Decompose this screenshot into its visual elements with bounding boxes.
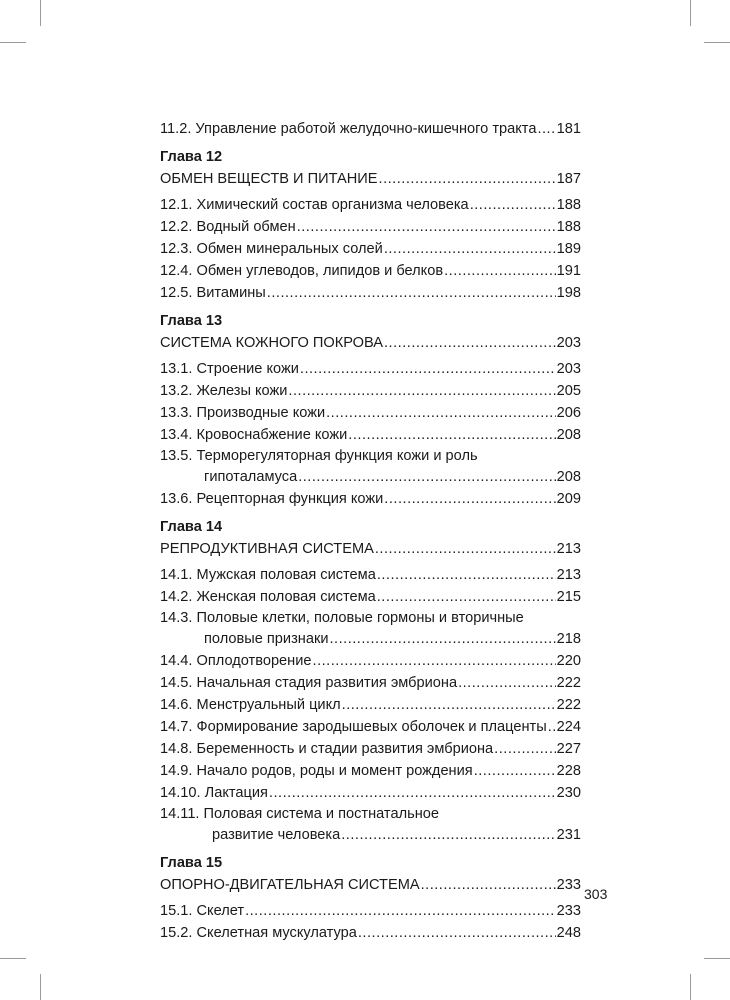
dot-leader xyxy=(341,824,555,846)
toc-entry[interactable] xyxy=(160,922,581,944)
chapter-page: 213 xyxy=(556,541,581,557)
toc-entry-page: 215 xyxy=(556,589,581,605)
toc-entry-title: 13.1. Строение кожи xyxy=(160,361,299,377)
toc-entry-page: 206 xyxy=(556,405,581,421)
chapter-title-entry[interactable] xyxy=(160,874,581,896)
toc-entry-page: 189 xyxy=(556,241,581,257)
chapter-page: 233 xyxy=(556,877,581,893)
toc-entry[interactable] xyxy=(160,402,581,424)
dot-leader xyxy=(358,922,556,944)
toc-entry-page: 227 xyxy=(556,741,581,757)
dot-leader xyxy=(384,488,555,510)
toc-entry-continuation xyxy=(160,824,581,846)
table-of-contents xyxy=(160,118,581,944)
toc-entry[interactable] xyxy=(160,216,581,238)
toc-entry-page: 208 xyxy=(556,427,581,443)
toc-entry[interactable] xyxy=(160,446,581,488)
toc-entry[interactable] xyxy=(160,672,581,694)
toc-entry-page: 248 xyxy=(556,925,581,941)
dot-leader xyxy=(329,628,555,650)
toc-entry[interactable] xyxy=(160,900,581,922)
toc-entry-continuation xyxy=(160,628,581,650)
toc-entry[interactable] xyxy=(160,738,581,760)
toc-entry[interactable] xyxy=(160,424,581,446)
toc-entry[interactable] xyxy=(160,194,581,216)
dot-leader xyxy=(298,466,555,488)
crop-mark xyxy=(40,974,41,1000)
chapter-section xyxy=(160,516,581,846)
dot-leader xyxy=(384,332,556,354)
toc-entry-title: 12.2. Водный обмен xyxy=(160,219,296,235)
toc-entry[interactable] xyxy=(160,564,581,586)
toc-entry-continuation xyxy=(160,466,581,488)
toc-entry-page: 209 xyxy=(556,491,581,507)
dot-leader xyxy=(537,118,555,140)
chapter-list xyxy=(160,146,581,944)
toc-entry[interactable] xyxy=(160,282,581,304)
dot-leader xyxy=(494,738,555,760)
toc-entry[interactable] xyxy=(160,586,581,608)
toc-entry-title: 11.2. Управление работой желудочно-кишечного тракта xyxy=(160,121,537,137)
toc-entry-title: 12.4. Обмен углеводов, липидов и белков xyxy=(160,263,444,279)
toc-entry-title: 13.2. Железы кожи xyxy=(160,383,288,399)
crop-mark xyxy=(0,958,26,959)
toc-entry-page: 213 xyxy=(556,567,581,583)
crop-mark xyxy=(690,974,691,1000)
toc-entry[interactable] xyxy=(160,260,581,282)
toc-entry-page: 191 xyxy=(556,263,581,279)
toc-entry-title: 14.5. Начальная стадия развития эмбриона xyxy=(160,675,458,691)
dot-leader xyxy=(267,282,556,304)
toc-entry-page: 228 xyxy=(556,763,581,779)
toc-entry[interactable] xyxy=(160,488,581,510)
toc-entry-title: 12.3. Обмен минеральных солей xyxy=(160,241,383,257)
chapter-title: СИСТЕМА КОЖНОГО ПОКРОВА xyxy=(160,335,383,351)
chapter-section xyxy=(160,852,581,944)
toc-entry[interactable] xyxy=(160,238,581,260)
crop-mark xyxy=(0,42,26,43)
toc-entry-title: 14.10. Лактация xyxy=(160,785,268,801)
crop-mark xyxy=(40,0,41,26)
toc-entry-title: 13.4. Кровоснабжение кожи xyxy=(160,427,348,443)
toc-entry-title: 14.3. Половые клетки, половые гормоны и вторичные xyxy=(160,610,524,626)
chapter-title-entry[interactable] xyxy=(160,538,581,560)
toc-entry[interactable] xyxy=(160,118,581,140)
toc-entry-page: 220 xyxy=(556,653,581,669)
dot-leader xyxy=(379,168,556,190)
crop-mark xyxy=(704,958,730,959)
toc-entry-page: 208 xyxy=(556,469,581,485)
toc-entry-title: 14.9. Начало родов, роды и момент рождения xyxy=(160,763,473,779)
toc-entry-title: 14.4. Оплодотворение xyxy=(160,653,312,669)
toc-entry-title-continued: развитие человека xyxy=(212,827,341,843)
chapter-page: 187 xyxy=(556,171,581,187)
dot-leader xyxy=(444,260,556,282)
toc-entry-page: 222 xyxy=(556,675,581,691)
toc-entry-title: 15.2. Скелетная мускулатура xyxy=(160,925,357,941)
dot-leader xyxy=(288,380,555,402)
chapter-title-entry[interactable] xyxy=(160,168,581,190)
chapter-label: Глава 13 xyxy=(160,313,223,329)
chapter-title: ОПОРНО-ДВИГАТЕЛЬНАЯ СИСТЕМА xyxy=(160,877,420,893)
toc-entry-page: 233 xyxy=(556,903,581,919)
dot-leader xyxy=(458,672,556,694)
dot-leader xyxy=(377,586,556,608)
toc-entry-page: 188 xyxy=(556,197,581,213)
dot-leader xyxy=(326,402,556,424)
dot-leader xyxy=(300,358,556,380)
toc-entry-page: 188 xyxy=(556,219,581,235)
toc-entry-title: 14.11. Половая система и постнатальное xyxy=(160,806,439,822)
toc-entry-page: 205 xyxy=(556,383,581,399)
toc-entry-page: 198 xyxy=(556,285,581,301)
toc-entry-page: 231 xyxy=(556,827,581,843)
toc-entry-title: 14.6. Менструальный цикл xyxy=(160,697,341,713)
crop-mark xyxy=(690,0,691,26)
dot-leader xyxy=(377,564,556,586)
dot-leader xyxy=(474,760,556,782)
toc-entry-page: 203 xyxy=(556,361,581,377)
toc-entry-title: 13.5. Терморегуляторная функция кожи и роль xyxy=(160,448,478,464)
toc-entry-title: 15.1. Скелет xyxy=(160,903,245,919)
dot-leader xyxy=(470,194,556,216)
dot-leader xyxy=(384,238,556,260)
chapter-page: 203 xyxy=(556,335,581,351)
toc-entry[interactable] xyxy=(160,694,581,716)
chapter-title-entry[interactable] xyxy=(160,332,581,354)
toc-entry-title: 14.1. Мужская половая система xyxy=(160,567,376,583)
toc-entry-page: 181 xyxy=(556,121,581,137)
dot-leader xyxy=(297,216,556,238)
toc-entry-page: 224 xyxy=(556,719,581,735)
toc-entry[interactable] xyxy=(160,804,581,846)
chapter-title: РЕПРОДУКТИВНАЯ СИСТЕМА xyxy=(160,541,374,557)
toc-entry-title: 14.8. Беременность и стадии развития эмбриона xyxy=(160,741,494,757)
toc-entry-title: 12.1. Химический состав организма человека xyxy=(160,197,469,213)
toc-entry-page: 222 xyxy=(556,697,581,713)
toc-entry[interactable] xyxy=(160,760,581,782)
crop-mark xyxy=(704,42,730,43)
chapter-section xyxy=(160,310,581,510)
dot-leader xyxy=(348,424,555,446)
dot-leader xyxy=(421,874,556,896)
toc-entry-title: 12.5. Витамины xyxy=(160,285,266,301)
toc-entry[interactable] xyxy=(160,782,581,804)
toc-entry-title-continued: половые признаки xyxy=(204,631,329,647)
toc-entry-title: 13.3. Производные кожи xyxy=(160,405,326,421)
toc-entry[interactable] xyxy=(160,716,581,738)
dot-leader xyxy=(375,538,556,560)
toc-entry[interactable] xyxy=(160,380,581,402)
dot-leader xyxy=(245,900,556,922)
dot-leader xyxy=(548,716,556,738)
toc-entry[interactable] xyxy=(160,650,581,672)
page-number: 303 xyxy=(584,886,608,902)
dot-leader xyxy=(313,650,556,672)
toc-entry-title: 14.7. Формирование зародышевых оболочек и плаценты xyxy=(160,719,547,735)
chapter-label: Глава 15 xyxy=(160,855,223,871)
toc-entry-page: 218 xyxy=(556,631,581,647)
toc-entry-title-continued: гипоталамуса xyxy=(204,469,298,485)
toc-entry[interactable] xyxy=(160,358,581,380)
toc-entry-page: 230 xyxy=(556,785,581,801)
chapter-label: Глава 14 xyxy=(160,519,223,535)
toc-entry-title: 14.2. Женская половая система xyxy=(160,589,376,605)
chapter-label: Глава 12 xyxy=(160,149,223,165)
dot-leader xyxy=(269,782,556,804)
chapter-title: ОБМЕН ВЕЩЕСТВ И ПИТАНИЕ xyxy=(160,171,378,187)
chapter-section xyxy=(160,146,581,304)
dot-leader xyxy=(342,694,556,716)
toc-entry[interactable] xyxy=(160,608,581,650)
toc-entry-title: 13.6. Рецепторная функция кожи xyxy=(160,491,384,507)
